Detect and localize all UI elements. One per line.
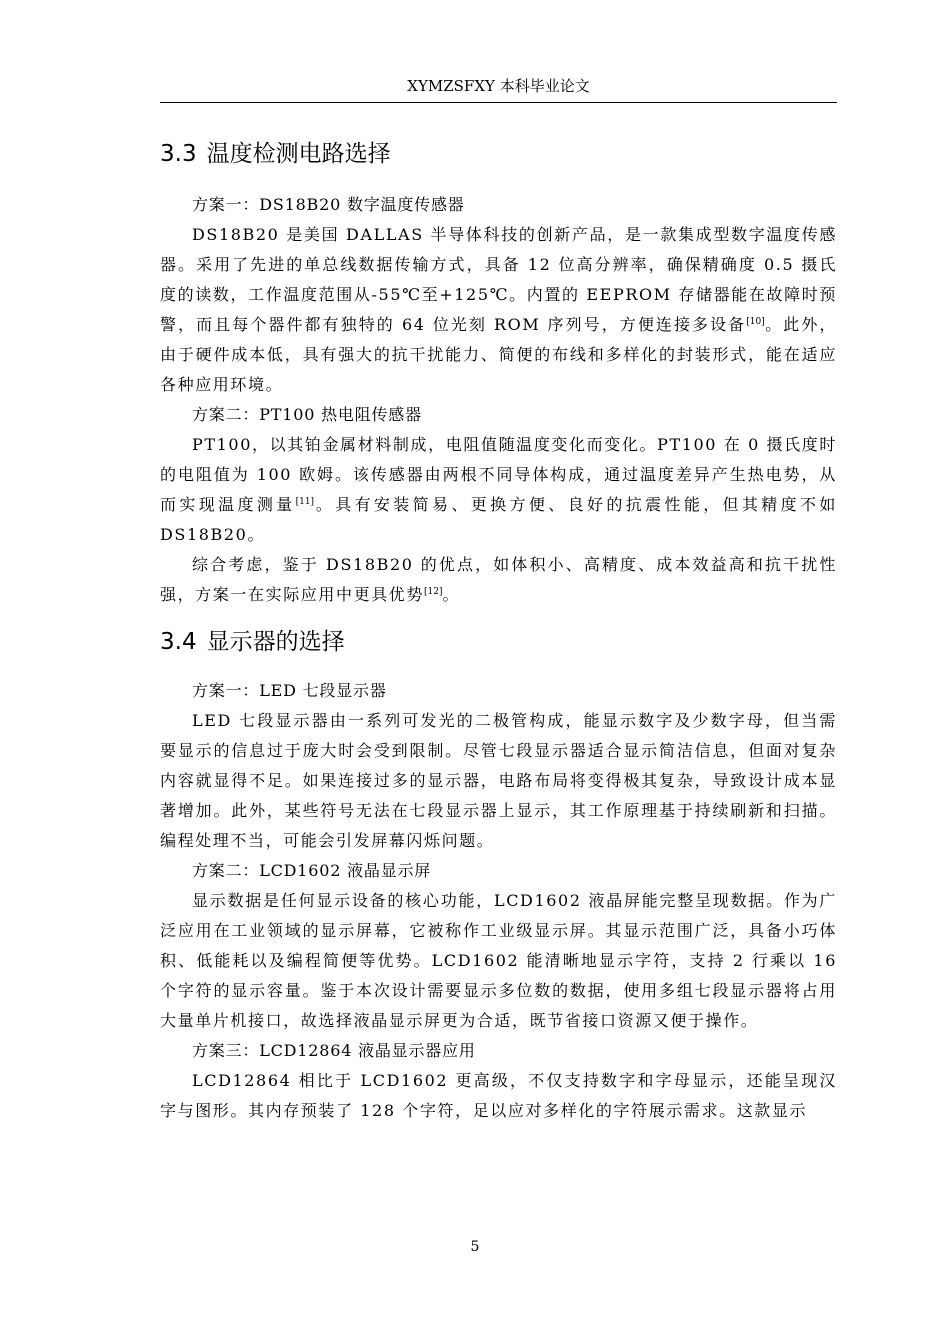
section-title: 温度检测电路选择 [206,141,391,167]
scheme-label: 方案二：LCD1602 液晶显示屏 [192,861,432,880]
body-paragraph: LCD12864 相比于 LCD1602 更高级，不仅支持数字和字母显示，还能呈现汉字与图形。其内存预装了 128 个字符，足以应对多样化的字符展示需求。这款显示 [160,1071,837,1120]
body-paragraph [160,220,837,400]
scheme-label: 方案一：LED 七段显示器 [192,681,387,700]
citation-ref: [10] [746,317,765,327]
header-divider [160,102,837,103]
page-body [160,136,837,1126]
paragraph-text: 。 [442,585,461,604]
running-header: XYMZSFXY 本科毕业论文 [407,77,590,95]
citation-ref: [11] [295,497,315,507]
scheme-label: 方案一：DS18B20 数字温度传感器 [192,195,465,214]
section-heading-3-4 [160,624,837,660]
paragraph-text: 综合考虑，鉴于 DS18B20 的优点，如体积小、高精度、成本效益高和抗干扰性强，方案一在实际应用中更具优势 [160,555,837,604]
paragraph-text: 。此外，由于硬件成本低，具有强大的抗干扰能力、简便的布线和多样化的封装形式，能在适应各种应用环境。 [160,315,837,394]
paragraph-text: 。具有安装简易、更换方便、良好的抗震性能，但其精度不如 DS18B20。 [160,495,837,544]
body-paragraph: 显示数据是任何显示设备的核心功能，LCD1602 液晶屏能完整呈现数据。作为广泛应用在工业领域的显示屏幕，它被称作工业级显示屏。其显示范围广泛，具备小巧体积、低能耗以及编程简便等优势。LCD1602 能清晰地显示字符，支持 2 行乘以 16 个字符的显示容量。鉴于本次设计需要显示多位数的数据，使用多组七段显示器将占用大量单片机接口，故选择液晶显示屏更为合适，既节省接口资源又便于操作。 [160,891,837,1030]
scheme-label: 方案三：LCD12864 液晶显示器应用 [192,1041,476,1060]
section-number: 3.4 [160,629,197,655]
page-number: 5 [470,1239,480,1255]
paragraph-text: PT100，以其铂金属材料制成，电阻值随温度变化而变化。PT100 在 0 摄氏度时的电阻值为 100 欧姆。该传感器由两根不同导体构成，通过温度差异产生热电势，从而实现温度测量 [160,435,837,514]
section-heading-3-3 [160,136,837,172]
body-paragraph [160,550,837,610]
section-title: 显示器的选择 [206,629,345,655]
body-paragraph: LED 七段显示器由一系列可发光的二极管构成，能显示数字及少数字母，但当需要显示的信息过于庞大时会受到限制。尽管七段显示器适合显示简洁信息，但面对复杂内容就显得不足。如果连接过多的显示器，电路布局将变得极其复杂，导致设计成本显著增加。此外，某些符号无法在七段显示器上显示，其工作原理基于持续刷新和扫描。编程处理不当，可能会引发屏幕闪烁问题。 [160,711,837,850]
body-paragraph [160,430,837,550]
section-number: 3.3 [160,141,197,167]
paragraph-text: DS18B20 是美国 DALLAS 半导体科技的创新产品，是一款集成型数字温度传感器。采用了先进的单总线数据传输方式，具备 12 位高分辨率，确保精确度 0.5 摄氏度的读数，工作温度范围从-55℃至+125℃。内置的 EEPROM 存储器能在故障时预警，而且每个器件都有独特的 64 位光刻 ROM 序列号，方便连接多设备 [160,225,837,334]
citation-ref: [12] [424,587,443,597]
scheme-label: 方案二：PT100 热电阻传感器 [192,405,422,424]
